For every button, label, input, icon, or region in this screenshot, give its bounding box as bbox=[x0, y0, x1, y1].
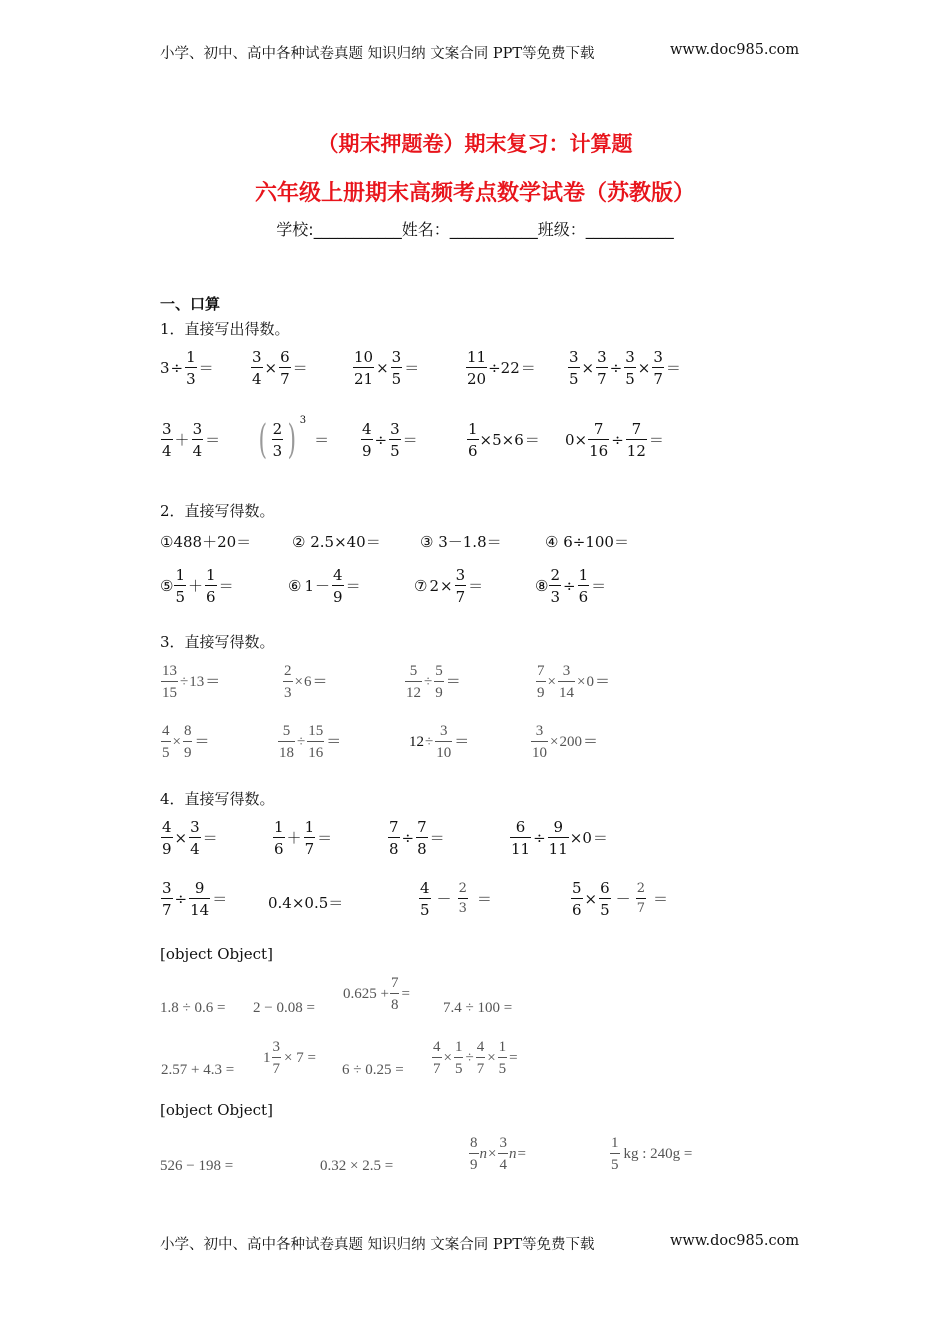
q2-item: ⑤ 1 5 ＋ 1 6 ＝ bbox=[160, 566, 234, 606]
q2-item: ⑥ 1 － 4 9 ＝ bbox=[288, 566, 361, 606]
q2-item: ③ 3－1.8＝ bbox=[420, 533, 502, 551]
title-primary: （期末押题卷）期末复习：计算题 bbox=[317, 132, 633, 156]
q5-item: 1 3 7 × 7 = bbox=[263, 1039, 316, 1077]
footer-url[interactable]: www.doc985.com bbox=[670, 1233, 800, 1249]
q4-item: $\frac{6}{11}$ ÷ $\frac{9}{11}$ ×0 ＝ bbox=[511, 818, 608, 858]
q6-item: 0.32 × 2.5 = bbox=[320, 1158, 394, 1174]
q4-row-1 bbox=[0, 818, 950, 868]
q1-item: $\frac{11}{20}$ ÷22 ＝ bbox=[467, 348, 536, 388]
q1-item: 0× $\frac{7}{16}$ ÷ $\frac{7}{12}$ ＝ bbox=[565, 420, 664, 460]
q2-item: ⑧ $\frac{2}{3}$ ÷ $\frac{1}{6}$ ＝ bbox=[535, 566, 607, 606]
q1-row-2 bbox=[0, 415, 950, 470]
q4-item: 4 5 － 2 3 ＝ bbox=[420, 879, 492, 919]
q5-item: 1.8 ÷ 0.6 = bbox=[160, 1000, 226, 1016]
question-2-label: 2．直接写得数。 bbox=[160, 502, 275, 520]
q2-item: ② 2.5×40＝ bbox=[292, 533, 381, 551]
question-3-label: 3．直接写得数。 bbox=[160, 633, 275, 651]
header-text: 小学、初中、高中各种试卷真题 知识归纳 文案合同 PPT等免费下载 bbox=[160, 46, 595, 62]
q1-item: $\frac{3}{5}$ × $\frac{3}{7}$ ÷ $\frac{3}{5}$ × $\frac{3}{7}$ ＝ bbox=[569, 348, 681, 388]
q4-row-2 bbox=[0, 879, 950, 929]
q3-item: $\frac{5}{12}$ ÷ $\frac{5}{9}$ ＝ bbox=[406, 663, 461, 701]
q3-row-1 bbox=[0, 662, 950, 712]
q3-row-2 bbox=[0, 722, 950, 772]
q1-item: $\frac{1}{6}$ ×5×6 ＝ bbox=[468, 420, 540, 460]
q2-item: ④ 6÷100＝ bbox=[545, 533, 629, 551]
q5-item: 0.625 + $\frac{7}{8}$ = bbox=[343, 975, 410, 1013]
title-secondary: 六年级上册期末高频考点数学试卷（苏教版） bbox=[254, 181, 695, 206]
q4-item: 0.4×0.5＝ bbox=[268, 894, 344, 912]
q2-row-2 bbox=[0, 566, 950, 616]
q5-item: 2.57 + 4.3 = bbox=[161, 1062, 235, 1078]
q1-row-1 bbox=[0, 348, 950, 398]
question-6-label: [object Object] bbox=[160, 1101, 273, 1119]
question-4-label: 4．直接写得数。 bbox=[160, 790, 275, 808]
q5-item: 2 − 0.08 = bbox=[253, 1000, 315, 1016]
q2-row-1 bbox=[0, 527, 950, 557]
q4-item: $\frac{5}{6}$ × $\frac{6}{5}$ － 2 7 ＝ bbox=[572, 879, 668, 919]
school-name-class-line: 学校:___________姓名：___________班级：___________ bbox=[276, 220, 674, 239]
q1-item: $\frac{4}{9}$ ÷ $\frac{3}{5}$ ＝ bbox=[362, 420, 418, 460]
q3-item: $\frac{2}{3}$ × 6 ＝ bbox=[284, 663, 328, 701]
footer-text: 小学、初中、高中各种试卷真题 知识归纳 文案合同 PPT等免费下载 bbox=[160, 1237, 595, 1253]
q2-item: ①488＋20＝ bbox=[160, 533, 252, 551]
q4-item: $\frac{3}{7}$ ÷ $\frac{9}{14}$ ＝ bbox=[162, 879, 228, 919]
question-5-label: [object Object] bbox=[160, 945, 273, 963]
q1-item: $\frac{10}{21}$ × $\frac{3}{5}$ ＝ bbox=[354, 348, 420, 388]
q2-item: ⑦ 2 × $\frac{3}{7}$ ＝ bbox=[414, 566, 484, 606]
q3-item: $\frac{3}{10}$ × 200 ＝ bbox=[532, 723, 598, 761]
q3-item: $\frac{13}{15}$ ÷ 13 ＝ bbox=[162, 663, 221, 701]
question-1-label: 1．直接写出得数。 bbox=[160, 320, 290, 338]
header-url[interactable]: www.doc985.com bbox=[670, 42, 800, 58]
q4-item: $\frac{7}{8}$ ÷ $\frac{7}{8}$ ＝ bbox=[389, 818, 445, 858]
q5-item: $\frac{4}{7}$ × $\frac{1}{5}$ ÷ $\frac{4}{7}$ × $\frac{1}{5}$ = bbox=[433, 1039, 518, 1077]
q6-item: 1 5 kg : 240g = bbox=[611, 1135, 693, 1173]
section-oral-calc: 一、口算 bbox=[160, 295, 221, 313]
q4-item: $\frac{4}{9}$ × $\frac{3}{4}$ ＝ bbox=[162, 818, 218, 858]
q6-item: 8 9 n × $\frac{3}{4}$ n = bbox=[470, 1135, 526, 1173]
q1-item: ( 2 3 ) 3 ＝ bbox=[258, 415, 330, 463]
q5-item: 6 ÷ 0.25 = bbox=[342, 1062, 404, 1078]
q3-item: $\frac{5}{18}$ ÷ $\frac{15}{16}$ ＝ bbox=[279, 723, 342, 761]
q1-item: 3 4 ＋ 3 4 ＝ bbox=[162, 420, 221, 460]
q3-item: $\frac{7}{9}$ × $\frac{3}{14}$ × 0 ＝ bbox=[537, 663, 610, 701]
q1-item: $\frac{3}{4}$ × $\frac{6}{7}$ ＝ bbox=[252, 348, 308, 388]
q3-item: $\frac{4}{5}$ × $\frac{8}{9}$ ＝ bbox=[162, 723, 210, 761]
q1-item: 3 ÷ $\frac{1}{3}$ ＝ bbox=[160, 348, 214, 388]
q6-item: 526 − 198 = bbox=[160, 1158, 234, 1174]
q4-item: 1 6 ＋ 1 7 ＝ bbox=[274, 818, 333, 858]
q3-item: 12 ÷ $\frac{3}{10}$ ＝ bbox=[409, 723, 470, 761]
q5-item: 7.4 ÷ 100 = bbox=[443, 1000, 513, 1016]
